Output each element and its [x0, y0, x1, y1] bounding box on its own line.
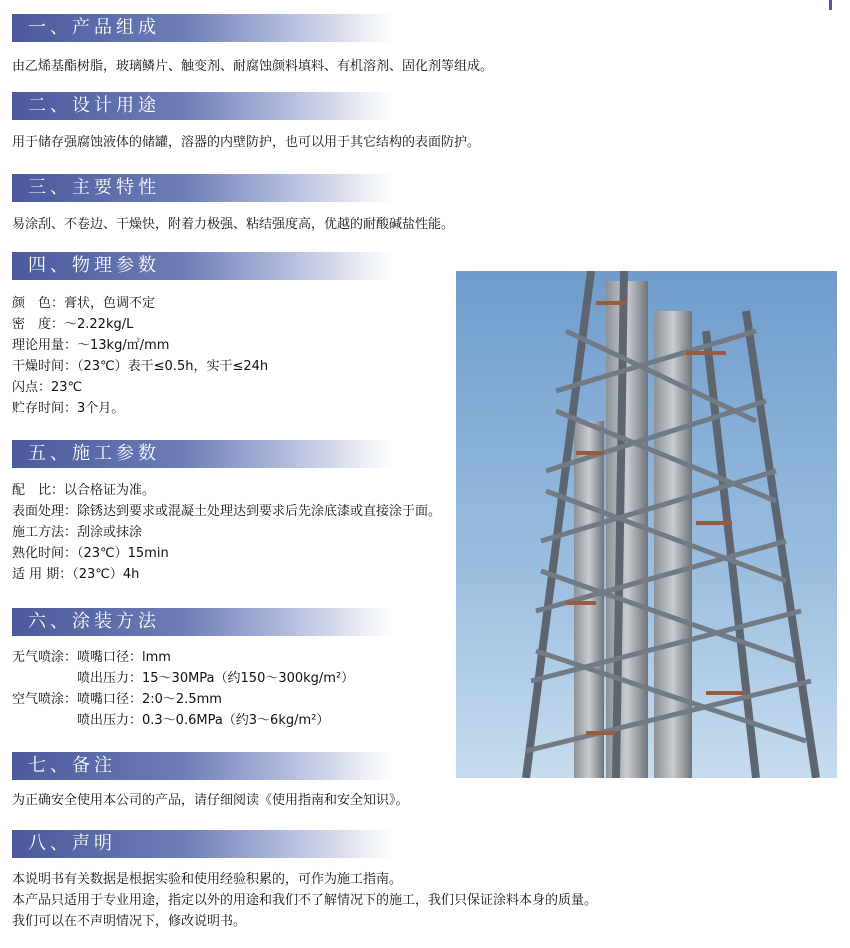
statement-line: 本说明书有关数据是根据实验和使用经验积累的，可作为施工指南。	[12, 872, 403, 887]
section-title: 三、主要特性	[28, 177, 160, 198]
section-title: 二、设计用途	[28, 95, 160, 116]
statement-line: 本产品只适用于专业用途，指定以外的用途和我们不了解情况下的施工，我们只保证涂料本身的质量。	[12, 893, 598, 908]
application-line: 熟化时间：（23℃）15min	[12, 546, 169, 561]
physical-line: 颜 色：膏状，色调不定	[12, 296, 156, 311]
section-title: 五、施工参数	[28, 443, 160, 464]
steel-tower-photo	[456, 271, 837, 778]
section-title: 七、备注	[28, 755, 116, 776]
section-header-application	[12, 440, 392, 468]
application-line: 施工方法：刮涂或抹涂	[12, 525, 143, 540]
application-line: 表面处理：除锈达到要求或混凝土处理达到要求后先涂底漆或直接涂于面。	[12, 504, 442, 519]
physical-line: 贮存时间：3个月。	[12, 401, 125, 416]
coating-line: 空气喷涂：喷嘴口径：2:0～2.5mm	[12, 692, 222, 707]
statement-line: 我们可以在不声明情况下，修改说明书。	[12, 914, 247, 929]
section-title: 八、声明	[28, 833, 116, 854]
section-title: 一、产品组成	[28, 17, 160, 38]
section-header-usage	[12, 92, 392, 120]
section-header-features	[12, 174, 392, 202]
section-header-composition	[12, 14, 392, 42]
coating-line: 无气喷涂：喷嘴口径：lmm	[12, 650, 171, 665]
section-header-coating	[12, 608, 392, 636]
application-line: 配 比：以合格证为准。	[12, 483, 156, 498]
physical-line: 干燥时间：（23℃）表干≤0.5h，实干≤24h	[12, 359, 269, 374]
section-header-physical	[12, 252, 392, 280]
physical-line: 密 度：～2.22kg/L	[12, 317, 134, 332]
corner-mark	[829, 0, 832, 10]
coating-line: 喷出压力：15～30MPa（约150～300kg/m²）	[12, 671, 355, 686]
section-header-statement	[12, 830, 392, 858]
notes-text: 为正确安全使用本公司的产品，请仔细阅读《使用指南和安全知识》。	[12, 793, 409, 808]
physical-line: 闪点：23℃	[12, 380, 83, 395]
section-title: 四、物理参数	[28, 255, 160, 276]
section-header-notes	[12, 752, 392, 780]
composition-text: 由乙烯基酯树脂，玻璃鳞片、触变剂、耐腐蚀颜料填料、有机溶剂、固化剂等组成。	[12, 59, 494, 74]
section-title: 六、涂装方法	[28, 611, 160, 632]
coating-line: 喷出压力：0.3～0.6MPa（约3～6kg/m²）	[12, 713, 330, 728]
physical-line: 理论用量：～13kg/㎡/mm	[12, 338, 170, 353]
application-line: 适 用 期：（23℃）4h	[12, 567, 140, 582]
features-text: 易涂刮、不卷边、干燥快，附着力极强、粘结强度高，优越的耐酸碱盐性能。	[12, 217, 455, 232]
usage-text: 用于储存强腐蚀液体的储罐，溶器的内壁防护，也可以用于其它结构的表面防护。	[12, 135, 481, 150]
